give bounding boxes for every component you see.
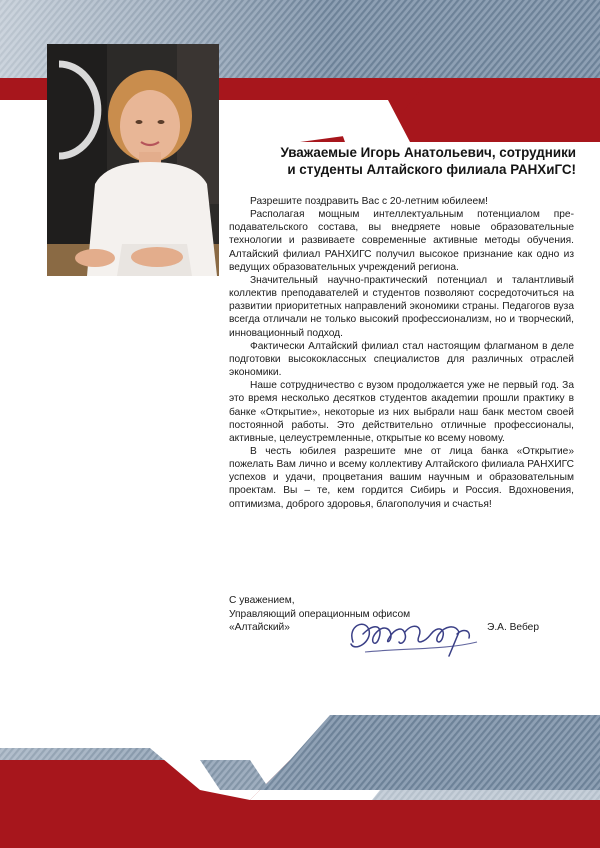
letter-paragraph: Фактически Алтайский филиал стал настоящим флагманом в деле подготовки высококлассных специалистов для различных отраслей экономики.: [229, 340, 574, 379]
letter-paragraph: Наше сотрудничество с вузом продолжается уже не первый год. За это время несколько десятков студентов акадеmии прошли практику в банке «Открытие», некоторые из них выбрали наш банк местом своей постоянной работы. Это действительно отличные профессионалы, активные, целеустремленные, открытые ко всему новому.: [229, 380, 574, 444]
greeting-heading-line-1: Уважаемые Игорь Анатольевич, сотрудники: [280, 145, 576, 160]
portrait-photo: [47, 44, 219, 276]
signer-name: Э.А. Вебер: [487, 622, 540, 633]
greeting-heading-line-2: и студенты Алтайского филиала РАНХиГС!: [287, 162, 576, 177]
letter-paragraph: В честь юбилея разрешите мне от лица банка «Открытие» пожелать Вам лично и всему коллективу Алтайского филиала РАНХИГС успехов и удачи, процветания вашим научным и образовательным проектам. Вы – те, кем гордится Сибирь и Россия. Вдохновения, оптимизма, доброго здоровья, благополучия и счастья!: [229, 445, 574, 510]
closing-position-line-1: Управляющий операционным офисом: [229, 608, 411, 620]
closing-position-line-2: «Алтайский»: [229, 622, 290, 634]
letter-paragraph: Располагая мощным интеллектуальным потенциалом преподавательского состава, вы внедряете новые образовательные технологии и развиваете современные активные методы обучения. Алтайский филиал РАНХИГС получил высокое признание как одно из ведущих образовательных учреждений региона.: [229, 209, 574, 273]
handwritten-signature: [345, 612, 485, 660]
closing-regards: С уважением,: [229, 595, 295, 606]
letter-body: [229, 195, 574, 511]
letter-paragraph: Значительный научно-практический потенциал и талантливый коллектив преподавателей и студентов позволяют сосредоточиться на развитии приоритетных направлений экономики страны. Педагогов вуза всегда отличали не только высокий профессионализм, но и творческий, инновационный подход.: [229, 274, 574, 339]
greeting-heading: [240, 144, 576, 178]
letter-paragraph: Разрешите поздравить Вас с 20-летним юбилеем!: [250, 196, 489, 207]
